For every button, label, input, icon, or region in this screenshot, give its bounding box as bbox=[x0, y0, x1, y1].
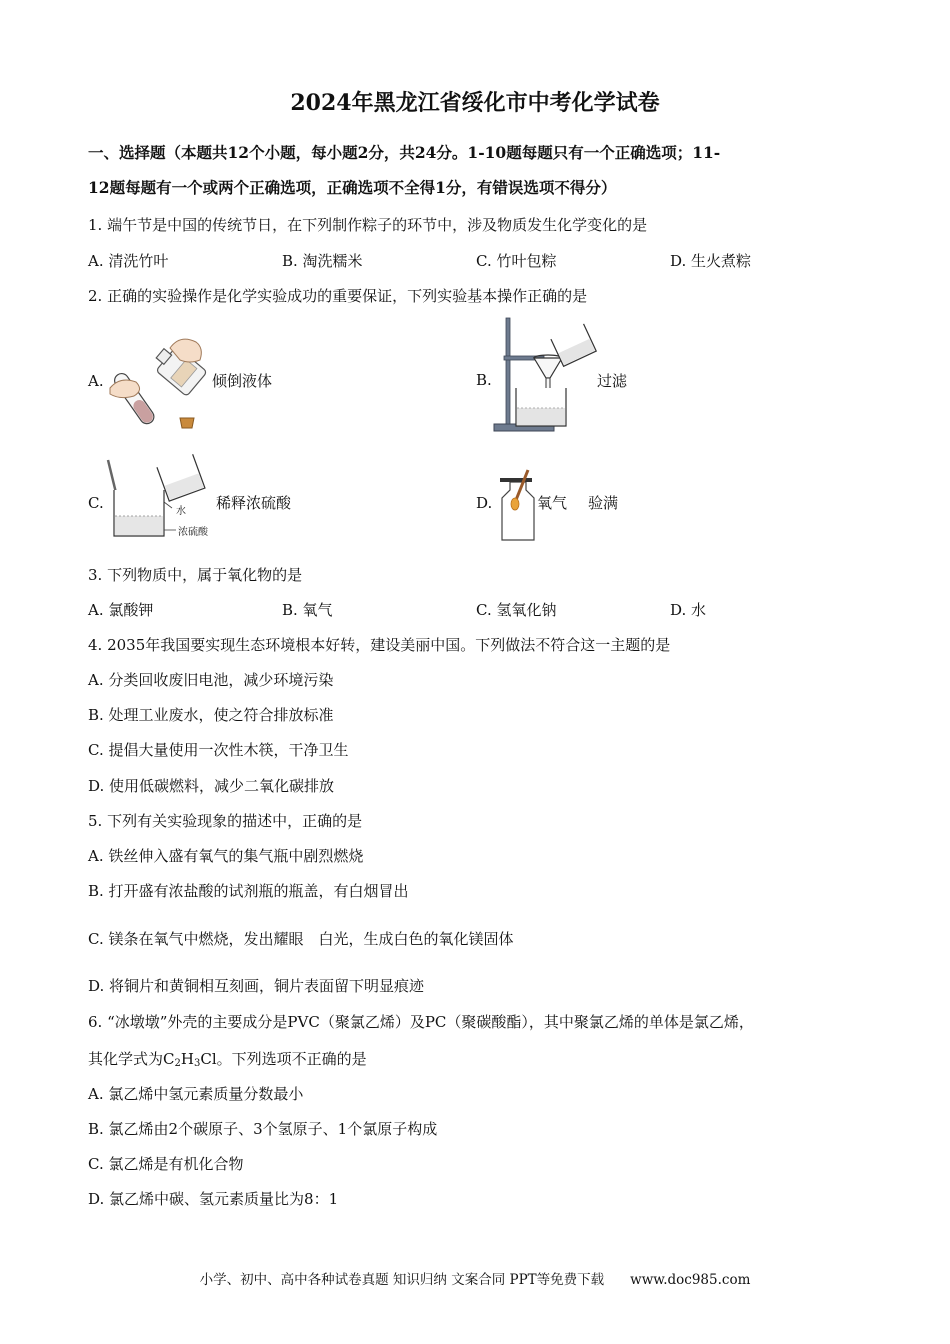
q3-stem: 3. 下列物质中，属于氧化物的是 bbox=[88, 566, 303, 584]
acid-label: 浓硫酸 bbox=[178, 527, 208, 538]
exam-title: 2024年黑龙江省绥化市中考化学试卷 bbox=[290, 90, 660, 116]
q2-a-letter: A. bbox=[88, 372, 104, 390]
q4-option-b: B. 处理工业废水，使之符合排放标准 bbox=[88, 706, 334, 724]
dilution-illustration bbox=[104, 450, 216, 542]
q4-stem: 4. 2035年我国要实现生态环境根本好转，建设美丽中国。下列做法不符合这一主题的是 bbox=[88, 636, 671, 654]
q2-c-letter: C. bbox=[88, 494, 104, 512]
q2-c-label: 稀释浓硫酸 bbox=[216, 494, 292, 512]
q5-option-b: B. 打开盛有浓盐酸的试剂瓶的瓶盖，有白烟冒出 bbox=[88, 882, 409, 900]
q2-b-letter: B. bbox=[476, 371, 492, 389]
q5-option-d: D. 将铜片和黄铜相互刻画，铜片表面留下明显痕迹 bbox=[88, 977, 425, 995]
pouring-liquid-illustration bbox=[104, 330, 212, 436]
q6-stem2-pre: 其化学式为 bbox=[88, 1050, 164, 1068]
q2-d-letter: D. bbox=[476, 494, 493, 512]
q6-stem-line1: 6. “冰墩墩”外壳的主要成分是PVC（聚氯乙烯）及PC（聚碳酸酯），其中聚氯乙烯的单体是氯乙烯， bbox=[88, 1013, 754, 1031]
q2-d-label2: 验满 bbox=[588, 494, 619, 512]
q6-option-d: D. 氯乙烯中碳、氢元素质量比为8：1 bbox=[88, 1190, 339, 1208]
footer-url[interactable]: www.doc985.com bbox=[630, 1272, 751, 1288]
q3-option-a: A. 氯酸钾 bbox=[88, 601, 154, 619]
q1-option-a: A. 清洗竹叶 bbox=[88, 252, 169, 270]
section-heading-line1: 一、选择题（本题共12个小题，每小题2分，共24分。1-10题每题只有一个正确选项；11- bbox=[88, 143, 721, 162]
q5-option-a: A. 铁丝伸入盛有氧气的集气瓶中剧烈燃烧 bbox=[88, 847, 364, 865]
oxygen-test-illustration bbox=[498, 466, 538, 542]
formula-h-sub: 3 bbox=[193, 1058, 201, 1069]
q3-option-b: B. 氧气 bbox=[282, 601, 333, 619]
q5-stem: 5. 下列有关实验现象的描述中，正确的是 bbox=[88, 812, 363, 830]
q2-stem: 2. 正确的实验操作是化学实验成功的重要保证，下列实验基本操作正确的是 bbox=[88, 287, 588, 305]
q4-option-d: D. 使用低碳燃料，减少二氧化碳排放 bbox=[88, 777, 335, 795]
section-heading-line2: 12题每题有一个或两个正确选项，正确选项不全得1分，有错误选项不得分） bbox=[88, 178, 617, 197]
q2-b-label: 过滤 bbox=[597, 372, 628, 390]
formula-c: C bbox=[163, 1050, 175, 1068]
formula-h: H bbox=[180, 1050, 194, 1068]
q4-option-a: A. 分类回收废旧电池，减少环境污染 bbox=[88, 671, 334, 689]
q6-stem2-post: 。下列选项不正确的是 bbox=[216, 1050, 367, 1068]
q1-stem: 1. 端午节是中国的传统节日，在下列制作粽子的环节中，涉及物质发生化学变化的是 bbox=[88, 216, 648, 234]
q1-option-b: B. 淘洗糯米 bbox=[282, 252, 363, 270]
q4-option-c: C. 提倡大量使用一次性木筷，干净卫生 bbox=[88, 741, 349, 759]
formula-cl: Cl bbox=[200, 1050, 217, 1068]
filtration-illustration bbox=[492, 316, 602, 434]
q1-option-c: C. 竹叶包粽 bbox=[476, 252, 557, 270]
q1-option-d: D. 生火煮粽 bbox=[670, 252, 752, 270]
q3-option-c: C. 氢氧化钠 bbox=[476, 601, 557, 619]
q5-option-c: C. 镁条在氧气中燃烧，发出耀眼 白光，生成白色的氧化镁固体 bbox=[88, 930, 514, 948]
water-label: 水 bbox=[176, 506, 186, 517]
footer-text: 小学、初中、高中各种试卷真题 知识归纳 文案合同 PPT等免费下载 bbox=[199, 1272, 605, 1288]
q3-option-d: D. 水 bbox=[670, 601, 707, 619]
q6-option-b: B. 氯乙烯由2个碳原子、3个氢原子、1个氯原子构成 bbox=[88, 1120, 438, 1138]
page-footer bbox=[0, 1270, 950, 1290]
formula-c-sub: 2 bbox=[174, 1058, 181, 1069]
q6-option-a: A. 氯乙烯中氢元素质量分数最小 bbox=[88, 1085, 304, 1103]
q6-option-c: C. 氯乙烯是有机化合物 bbox=[88, 1155, 244, 1173]
q6-stem-line2 bbox=[88, 1049, 367, 1069]
q2-d-label1: 氧气 bbox=[537, 494, 568, 512]
q2-a-label: 倾倒液体 bbox=[212, 372, 273, 390]
